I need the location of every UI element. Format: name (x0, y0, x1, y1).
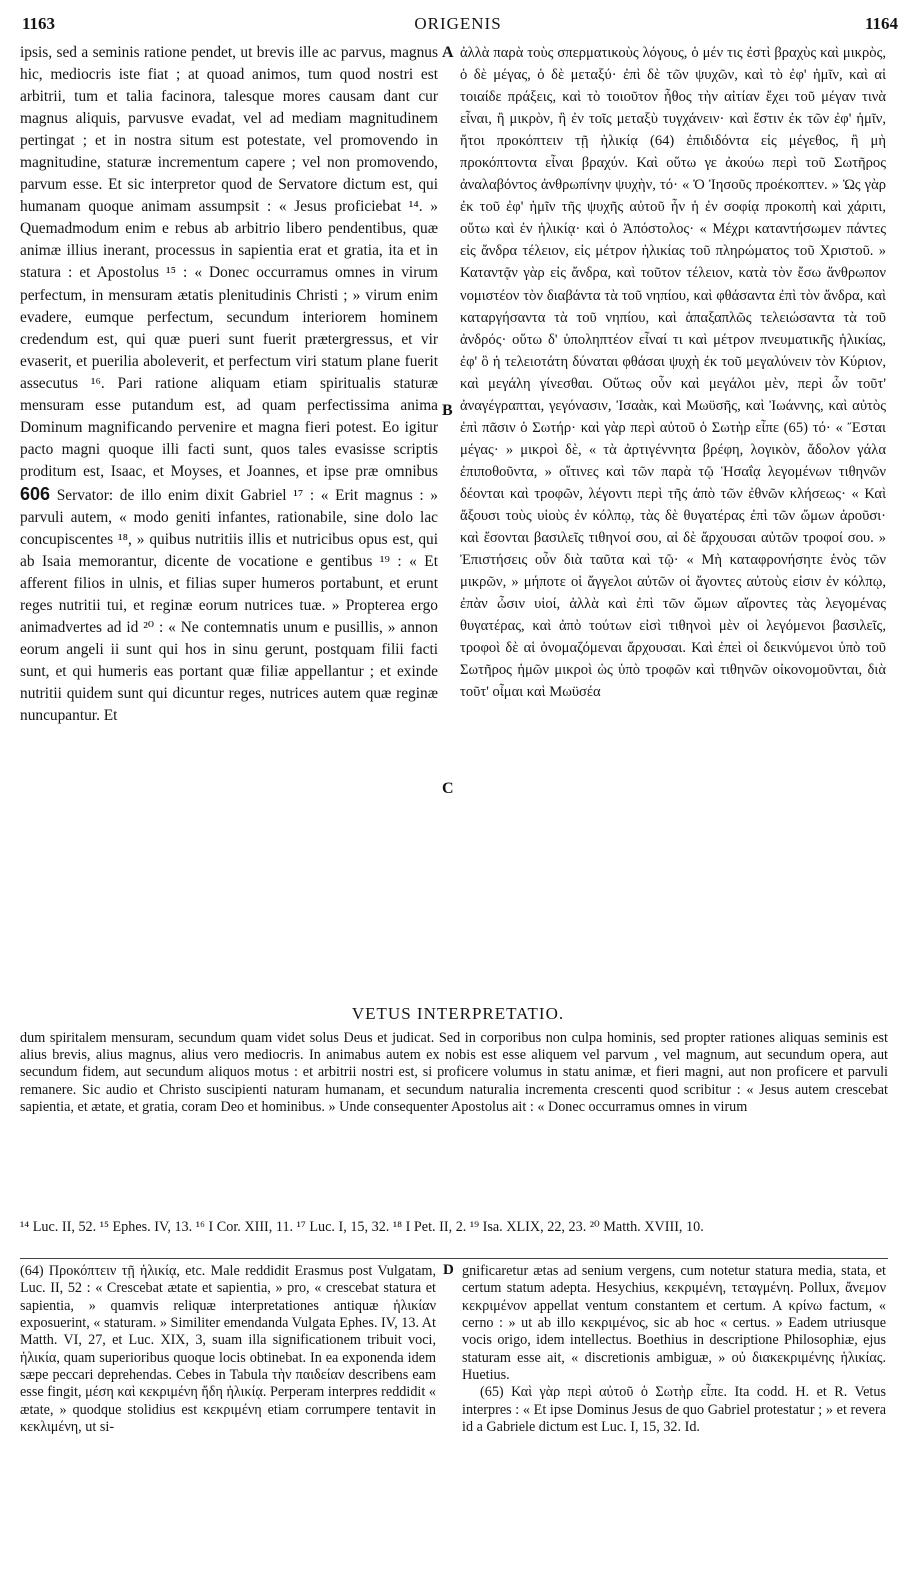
margin-letter-d: D (443, 1262, 454, 1278)
latin-text-continued: Servator: de illo enim dixit Gabriel ¹⁷ : « Erit magnus : » parvuli autem, « modo geniti infantes, rationabile, sine dolo lac concupiscentes ¹⁸, » quibus nutritiis illis et nutricibus opus est, qui ab Isaia memorantur, dicente de vocatione e gentibus ¹⁹ : « Et afferent filios in ulnis, et filias super humeros portabunt, et erunt reges nutritii tui, et reginæ eorum nutrices tuæ. » Propterea ergo animadvertes ad id ²⁰ : « Ne contemnatis unum e pusillis, » annon eorum angeli ii sunt qui hos in sinu gerunt, postquam filii facti sunt, et qui humeris eas portant quæ filiæ appellantur ; et exinde nutritii quidem sunt qui dicuntur reges, nutrices autem quæ reginæ nuncupantur. Et (20, 486, 438, 725)
notes-divider (20, 1258, 888, 1259)
latin-column (20, 42, 438, 727)
footnote-65: (65) Καὶ γὰρ περὶ αὐτοῦ ὁ Σωτὴρ εἶπε. Ita codd. H. et R. Vetus interpres : « Et ipse Dominus Jesus de quo Gabriel protestatur ; » et revera id a Gabriele dictum est Luc. I, 15, 32. Id. (462, 1384, 886, 1436)
footnote-column-right (462, 1263, 886, 1436)
greek-column (460, 42, 886, 703)
inline-page-number: 606 (20, 483, 51, 504)
footnote-64: (64) Προκόπτειν τῇ ἡλικίᾳ, etc. Male reddidit Erasmus post Vulgatam, Luc. II, 52 : « Crescebat ætate et sapientia, » pro, « crescebat statura et sapientia, » quamvis reliquæ interpretationes antiquæ ἡλικίαν exposuerint, « staturam. » Similiter emendanda Vulgata Ephes. IV, 13. At Matth. VI, 27, et Luc. XIX, 3, suam illa significationem tribuit voci, ἡλικία, quam superioribus quoque locis obtinebat. In ea exponenda idem sæpe peccari deprehendas. Cebes in Tabula τὴν παιδείαν describens eam esse fingit, μέση καὶ κεκριμένη ἤδη ἡλικίᾳ. Perperam interpres reddidit « ætate, » quodque stolidius est κεκριμένη etiam corrumpere tentavit in κεκλιμένη, ut si- (20, 1263, 436, 1436)
vetus-interpretatio-text: dum spiritalem mensuram, secundum quam videt solus Deus et judicat. Sed in corporibus non culpa hominis, sed propter rationes aliquas seminis est alius brevis, alius magnus, alius vero mediocris. In animabus autem ex nobis est esse aliquem vel parvum , vel magnum, aut secundum opera, aut secundum fidem, aut secundum aliquos motus : et arbitrii nostri est, si proficere volumus in statu animæ, et fieri magni, aut non proficere et parvuli remanere. Sic audio et Christo suscipienti naturam humanam, et secundum naturalia incrementa crescenti quod scribitur : « Jesus autem crescebat sapientia, et ætate, et gratia, coram Deo et hominibus. » Unde consequenter Apostolus ait : « Donec occurramus omnes in virum (20, 1030, 888, 1115)
footnote-64-continued: gnificaretur ætas ad senium vergens, cum notetur statura media, stata, et certum statum adepta. Hesychius, κεκριμένη, τεταγμένη. Pollux, ἄνεμον κεκριμένον appellat ventum constantem et certum. A κρίνω factum, « cerno : » ut ab illo κεκριμένος, sic ab hoc « certus. » Eadem utriusque vocis origo, idem intellectus. Boethius in descriptione Philosophiæ, ejus staturam esse ait, « discretionis ambiguæ, » οὐ διακεκριμένης ἡλικίας. Huetius. (462, 1263, 886, 1384)
left-page-number: 1163 (22, 14, 56, 33)
right-page-number: 1164 (864, 14, 898, 33)
running-header (18, 14, 898, 40)
margin-letter-c: C (442, 780, 454, 797)
latin-text: ipsis, sed a seminis ratione pendet, ut brevis ille ac parvus, magnus hic, mediocris iste fiat ; at quoad animos, tum quod nostri est arbitrii, tum et talia facinora, talesque mores causam dant cur magnus aliquis, parvusve evadat, vel ad mediam magnitudinem pertingat ; et in nostra situm est potestate, vel promovendo in magnitudine, staturæ incrementum capere ; vel non promovendo, parvum esse. Et sic interpretor quod de Servatore dictum est, qui humanam quoque animam assumpsit : « Jesus proficiebat ¹⁴. » Quemadmodum enim e rebus ab arbitrio libero pendentibus, quæ animæ illius inerant, processus in sapientia erat et gratia, ita et in statura : et Apostolus ¹⁵ : « Donec occurramus omnes in virum perfectum, in mensuram ætatis plenitudinis Christi ; » virum enim evadere, eumque perfectum, secundum interiorem hominem credendum est, qui quæ pueri sunt fuerit prætergressus, et vir evaserit, et puerilia aboleverit, et perfectum viri statum plane fuerit assecutus ¹⁶. Pari ratione aliquam etiam spiritualis staturæ mensuram esse putandum est, ad quam perfectissima anima Dominum magnificando pervenire et magna fieri potest. Eo igitur pacto magni quoque illi facti sunt, quos tales evasisse scriptis proditum est, Isaac, et Moyses, et Joannes, et ipse præ omnibus (20, 44, 438, 480)
greek-text: ἀλλὰ παρὰ τοὺς σπερματικοὺς λόγους, ὁ μέν τις ἐστὶ βραχὺς καὶ μικρὸς, ὁ δὲ μέγας, ὁ δὲ μεταξύ· ἐπὶ δὲ τῶν ψυχῶν, καὶ τὸ ἐφ' ἡμῖν, καὶ αἱ τοιαίδε πράξεις, καὶ τὸ τοιοῦτον ἦθος τὴν αἰτίαν ἔχει τοῦ μέγαν τινὰ εἶναι, ἢ μικρὸν, ἢ ἐν τοῖς μεταξὺ τυγχάνειν· καὶ ἔστιν ἐκ τῶν ἐφ' ἡμῖν, ἤτοι προκόπτειν τῇ ἡλικίᾳ (64) ἐπιδιδόντα εἰς μέγεθος, ἢ μὴ προκόπτοντα εἶναι βραχύν. Καὶ οὕτω γε ἀκούω περὶ τοῦ Σωτῆρος ἀναλαβόντος ἀνθρωπίνην ψυχὴν, τό· « Ὁ Ἰησοῦς προέκοπτεν. » Ὡς γὰρ ἐκ τοῦ ἐφ' ἡμῖν τῆς ψυχῆς αὐτοῦ ἦν ἡ ἐν σοφίᾳ προκοπὴ καὶ χάριτι, οὕτω καὶ ἐν ἡλικίᾳ· καὶ ὁ Ἀπόστολος· « Μέχρι καταντήσωμεν πάντες εἰς ἄνδρα τέλειον, εἰς μέτρον ἡλικίας τοῦ πληρώματος τοῦ Χριστοῦ. » Καταντᾷν γὰρ εἰς ἄνδρα, καὶ τοῦτον τέλειον, κατὰ τὸν ἔσω ἄνθρωπον νομιστέον τὸν διαβάντα τὰ τοῦ νηπίου, καὶ φθάσαντα ἐπὶ τὸν ἄνδρα, καὶ καταργήσαντα τὰ τοῦ νηπίου, καὶ ἁπαξαπλῶς τελειώσαντα τὰ τοῦ ἀνδρός· οὕτω δ' ὑποληπτέον εἶναί τι καὶ μέτρον πνευματικῆς ἡλικίας, ἐφ' ὃ ἡ τελειοτάτη δύναται φθάσαι ψυχὴ ἐκ τοῦ μεγαλύνειν τὸν Κύριον, καὶ μεγάλη γίνεσθαι. Οὕτως οὖν καὶ μεγάλοι μὲν, περὶ ὧν τοῦτ' ἀναγέγραπται, γεγόνασιν, Ἰσαὰκ, καὶ Μωϋσῆς, καὶ Ἰωάννης, καὶ αὐτὸς ἐπὶ πᾶσιν ὁ Σωτήρ· καὶ γὰρ περὶ αὐτοῦ ὁ Σωτὴρ εἶπε (65) τό· « Ἔσται μέγας· » μικροὶ δὲ, « τὰ ἀρτιγέννητα βρέφη, λογικὸν, ἄδολον γάλα ἐπιποθοῦντα, » οἵτινες καὶ τῶν παρὰ τῷ Ἡσαΐᾳ λεγομένων τιθηνῶν δέονται καὶ τροφῶν, λέγοντι περὶ τῆς ἀπὸ τῶν ἐθνῶν κλήσεως· « Καὶ ἄξουσι τοὺς υἱοὺς ἐν κόλπῳ, τὰς δὲ θυγατέρας ἐπὶ τῶν ὤμων ἀροῦσι· καὶ ἔσονται βασιλεῖς τιθηνοί σου, αἱ δὲ ἄρχουσαι αὐτῶν τροφοί σου. » Ἐπιστήσεις οὖν διὰ ταῦτα καὶ τῷ· « Μὴ καταφρονήσητε ἑνὸς τῶν μικρῶν, » μήποτε οἱ ἄγγελοι αὐτῶν οἱ ἄγοντες αὐτοὺς εἰσιν ἐν κόλπῳ, ἐπὰν ὦσιν υἱοί, ἀλλὰ καὶ ἐπὶ τῶν ὤμων αἴροντες τὰς λεγομένας θυγατέρας, καὶ ἀπὸ τούτων εἰσὶ τιθηνοὶ μὲν οἱ λεγόμενοι βασιλεῖς, τροφοὶ δὲ αἱ ὀνομαζόμεναι ἄρχουσαι. Καὶ ἐπεὶ οἱ δεικνύμενοι ὑπὸ τοῦ Σωτῆρος ἡμῶν μικροὶ ὡς ὑπὸ τροφῶν καὶ τιθηνῶν οἰκονομοῦνται, διὰ τοῦτ' οἶμαι καὶ Μωϋσέα (460, 45, 886, 701)
scripture-references: ¹⁴ Luc. II, 52. ¹⁵ Ephes. IV, 13. ¹⁶ I Cor. XIII, 11. ¹⁷ Luc. I, 15, 32. ¹⁸ I Pet. II, 2. ¹⁹ Isa. XLIX, 22, 23. ²⁰ Matth. XVIII, 10. (20, 1219, 704, 1235)
margin-letter-b: B (442, 402, 453, 419)
vetus-interpretatio-heading: VETUS INTERPRETATIO. (351, 1004, 565, 1023)
margin-letter-a: A (442, 44, 454, 61)
running-title: ORIGENIS (414, 14, 502, 33)
